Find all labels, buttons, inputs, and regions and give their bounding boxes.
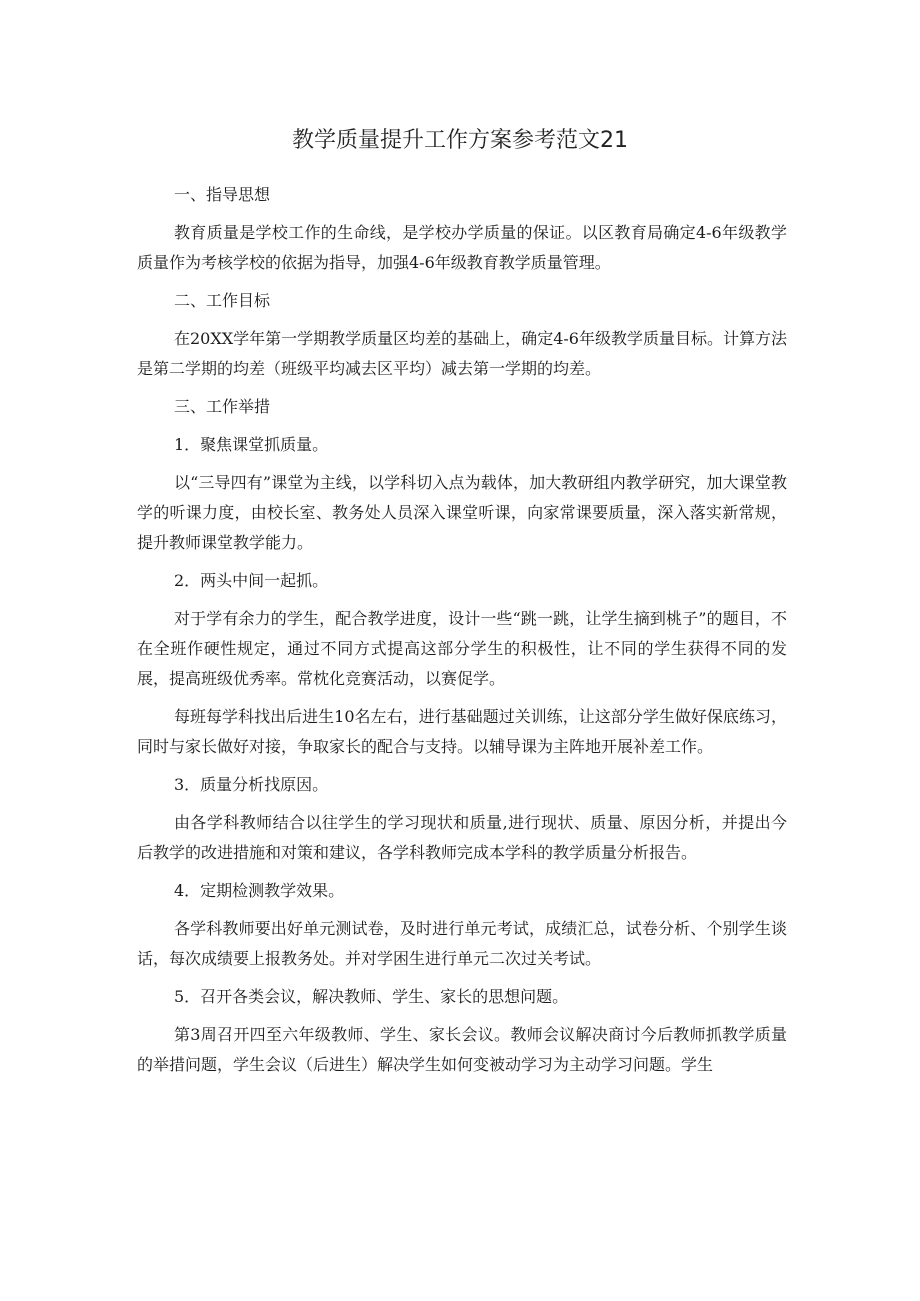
- measure-5-paragraph: 第3周召开四至六年级教师、学生、家长会议。教师会议解决商讨今后教师抓教学质量的举措问题，学生会议（后进生）解决学生如何变被动学习为主动学习问题。学生: [137, 1025, 787, 1074]
- section-heading-guiding-ideology: 一、指导思想: [174, 185, 271, 204]
- section-heading-work-measures: 三、工作举措: [174, 397, 271, 416]
- section-heading-work-goals: 二、工作目标: [174, 291, 271, 310]
- measure-2-heading: 2．两头中间一起抓。: [174, 571, 329, 590]
- measure-4-paragraph: 各学科教师要出好单元测试卷，及时进行单元考试，成绩汇总，试卷分析、个别学生谈话，每次成绩要上报教务处。并对学困生进行单元二次过关考试。: [137, 919, 787, 968]
- paragraph-work-goals: 在20XX学年第一学期教学质量区均差的基础上，确定4-6年级教学质量目标。计算方法是第二学期的均差（班级平均减去区平均）减去第一学期的均差。: [137, 329, 787, 378]
- measure-1-paragraph: 以“三导四有”课堂为主线，以学科切入点为载体，加大教研组内教学研究，加大课堂教学的听课力度，由校长室、教务处人员深入课堂听课，向家常课要质量，深入落实新常规，提升教师课堂教学能力。: [137, 473, 787, 552]
- document-body: [137, 180, 787, 1088]
- document-title: 教学质量提升工作方案参考范文21: [292, 128, 628, 153]
- measure-2-paragraph-top-students: 对于学有余力的学生，配合教学进度，设计一些“跳一跳，让学生摘到桃子”的题目，不在全班作硬性规定，通过不同方式提高这部分学生的积极性，让不同的学生获得不同的发展，提高班级优秀率。常枕化竞赛活动，以赛促学。: [137, 609, 787, 688]
- measure-5-heading: 5．召开各类会议，解决教师、学生、家长的思想问题。: [174, 987, 569, 1006]
- measure-4-heading: 4．定期检测教学效果。: [174, 881, 345, 900]
- measure-3-heading: 3．质量分析找原因。: [174, 775, 329, 794]
- measure-2-paragraph-struggling-students: 每班每学科找出后进生10名左右，进行基础题过关训练，让这部分学生做好保底练习，同时与家长做好对接，争取家长的配合与支持。以辅导课为主阵地开展补差工作。: [137, 707, 787, 756]
- measure-3-paragraph: 由各学科教师结合以往学生的学习现状和质量,进行现状、质量、原因分析，并提出今后教学的改进措施和对策和建议，各学科教师完成本学科的教学质量分析报告。: [137, 813, 787, 862]
- measure-1-heading: 1．聚焦课堂抓质量。: [174, 435, 329, 454]
- paragraph-guiding-ideology: 教育质量是学校工作的生命线，是学校办学质量的保证。以区教育局确定4-6年级教学质量作为考核学校的依据为指导，加强4-6年级教育教学质量管理。: [137, 223, 787, 272]
